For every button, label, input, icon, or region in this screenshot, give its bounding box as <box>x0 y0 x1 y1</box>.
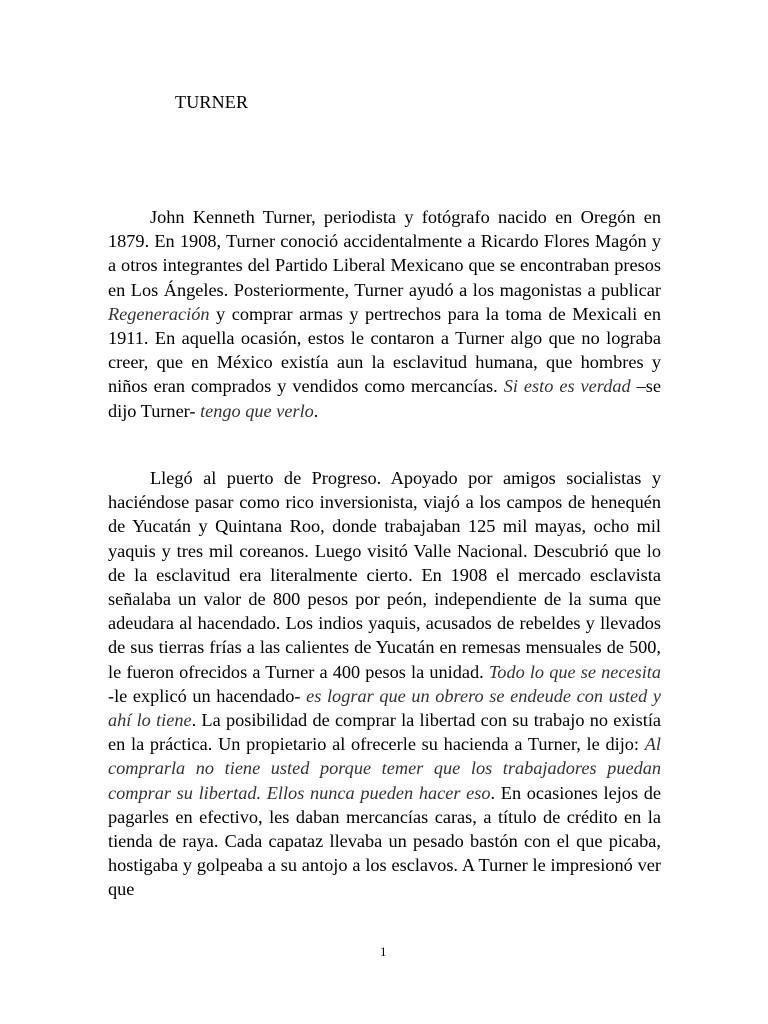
italic-text-segment: Todo lo que se necesita <box>488 661 661 682</box>
text-segment: . En ocasiones lejos de pagarles en efectivo, les daban mercancías caras, a título de crédito en la tienda de raya. Cada capataz llevaba un pesado bastón con el que picaba, hostigaba y golpeaba a su antojo a los esclavos. A Turner le impresionó ver que <box>108 782 662 900</box>
text-segment: y comprar armas y pertrechos para la toma de Mexicali en 1911. En aquella ocasión, estos le contaron a Turner algo que no lograba creer, que en México existía aun la esclavitud humana, que hombres y niños eran comprados y vendidos como mercancías. <box>108 303 661 397</box>
italic-text-segment: Si esto es verdad <box>503 376 631 397</box>
document-title: TURNER <box>175 92 249 112</box>
text-segment: Llegó al puerto de Progreso. Apoyado por amigos socialistas y haciéndose pasar como rico inversionista, viajó a los campos de henequén de Yucatán y Quintana Roo, donde trabajaban 125 mil mayas, ocho mil yaquis y tres mil coreanos. Luego visitó Valle Nacional. Descubrió que lo de la esclavitud era literalmente cierto. En 1908 el mercado esclavista señalaba un valor de 800 pesos por peón, independiente de la suma que adeudara al hacendado. Los indios yaquis, acusados de rebeldes y llevados de sus tierras frías a las calientes de Yucatán en remesas mensuales de 500, le fueron ofrecidos a Turner a 400 pesos la unidad. <box>108 468 661 682</box>
text-segment: . <box>313 400 319 421</box>
italic-text-segment: Regeneración <box>108 303 210 324</box>
italic-text-segment: es lograr que un obrero se endeude con usted y ahí lo tiene <box>108 685 662 731</box>
text-segment: . La posibilidad de comprar la libertad con su trabajo no existía en la práctica. Un propietario al ofrecerle su hacienda a Turner, le dijo: <box>108 710 662 755</box>
paragraph-1 <box>108 205 661 423</box>
text-segment: John Kenneth Turner, periodista y fotógrafo nacido en Oregón en 1879. En 1908, Turner conoció accidentalmente a Ricardo Flores Magón y a otros integrantes del Partido Liberal Mexicano que se encontraban presos en Los Ángeles. Posteriormente, Turner ayudó a los magonistas a publicar <box>108 207 661 300</box>
italic-text-segment: Al comprarla no tiene usted porque temer que los trabajadores puedan comprar su libertad. Ellos nunca pueden hacer eso <box>108 734 661 803</box>
page-number: 1 <box>380 944 387 959</box>
text-segment: -le explicó un hacendado- <box>108 685 307 706</box>
paragraph-2 <box>108 466 661 902</box>
text-segment: –se dijo Turner- <box>108 376 661 421</box>
italic-text-segment: tengo que verlo <box>200 400 314 421</box>
